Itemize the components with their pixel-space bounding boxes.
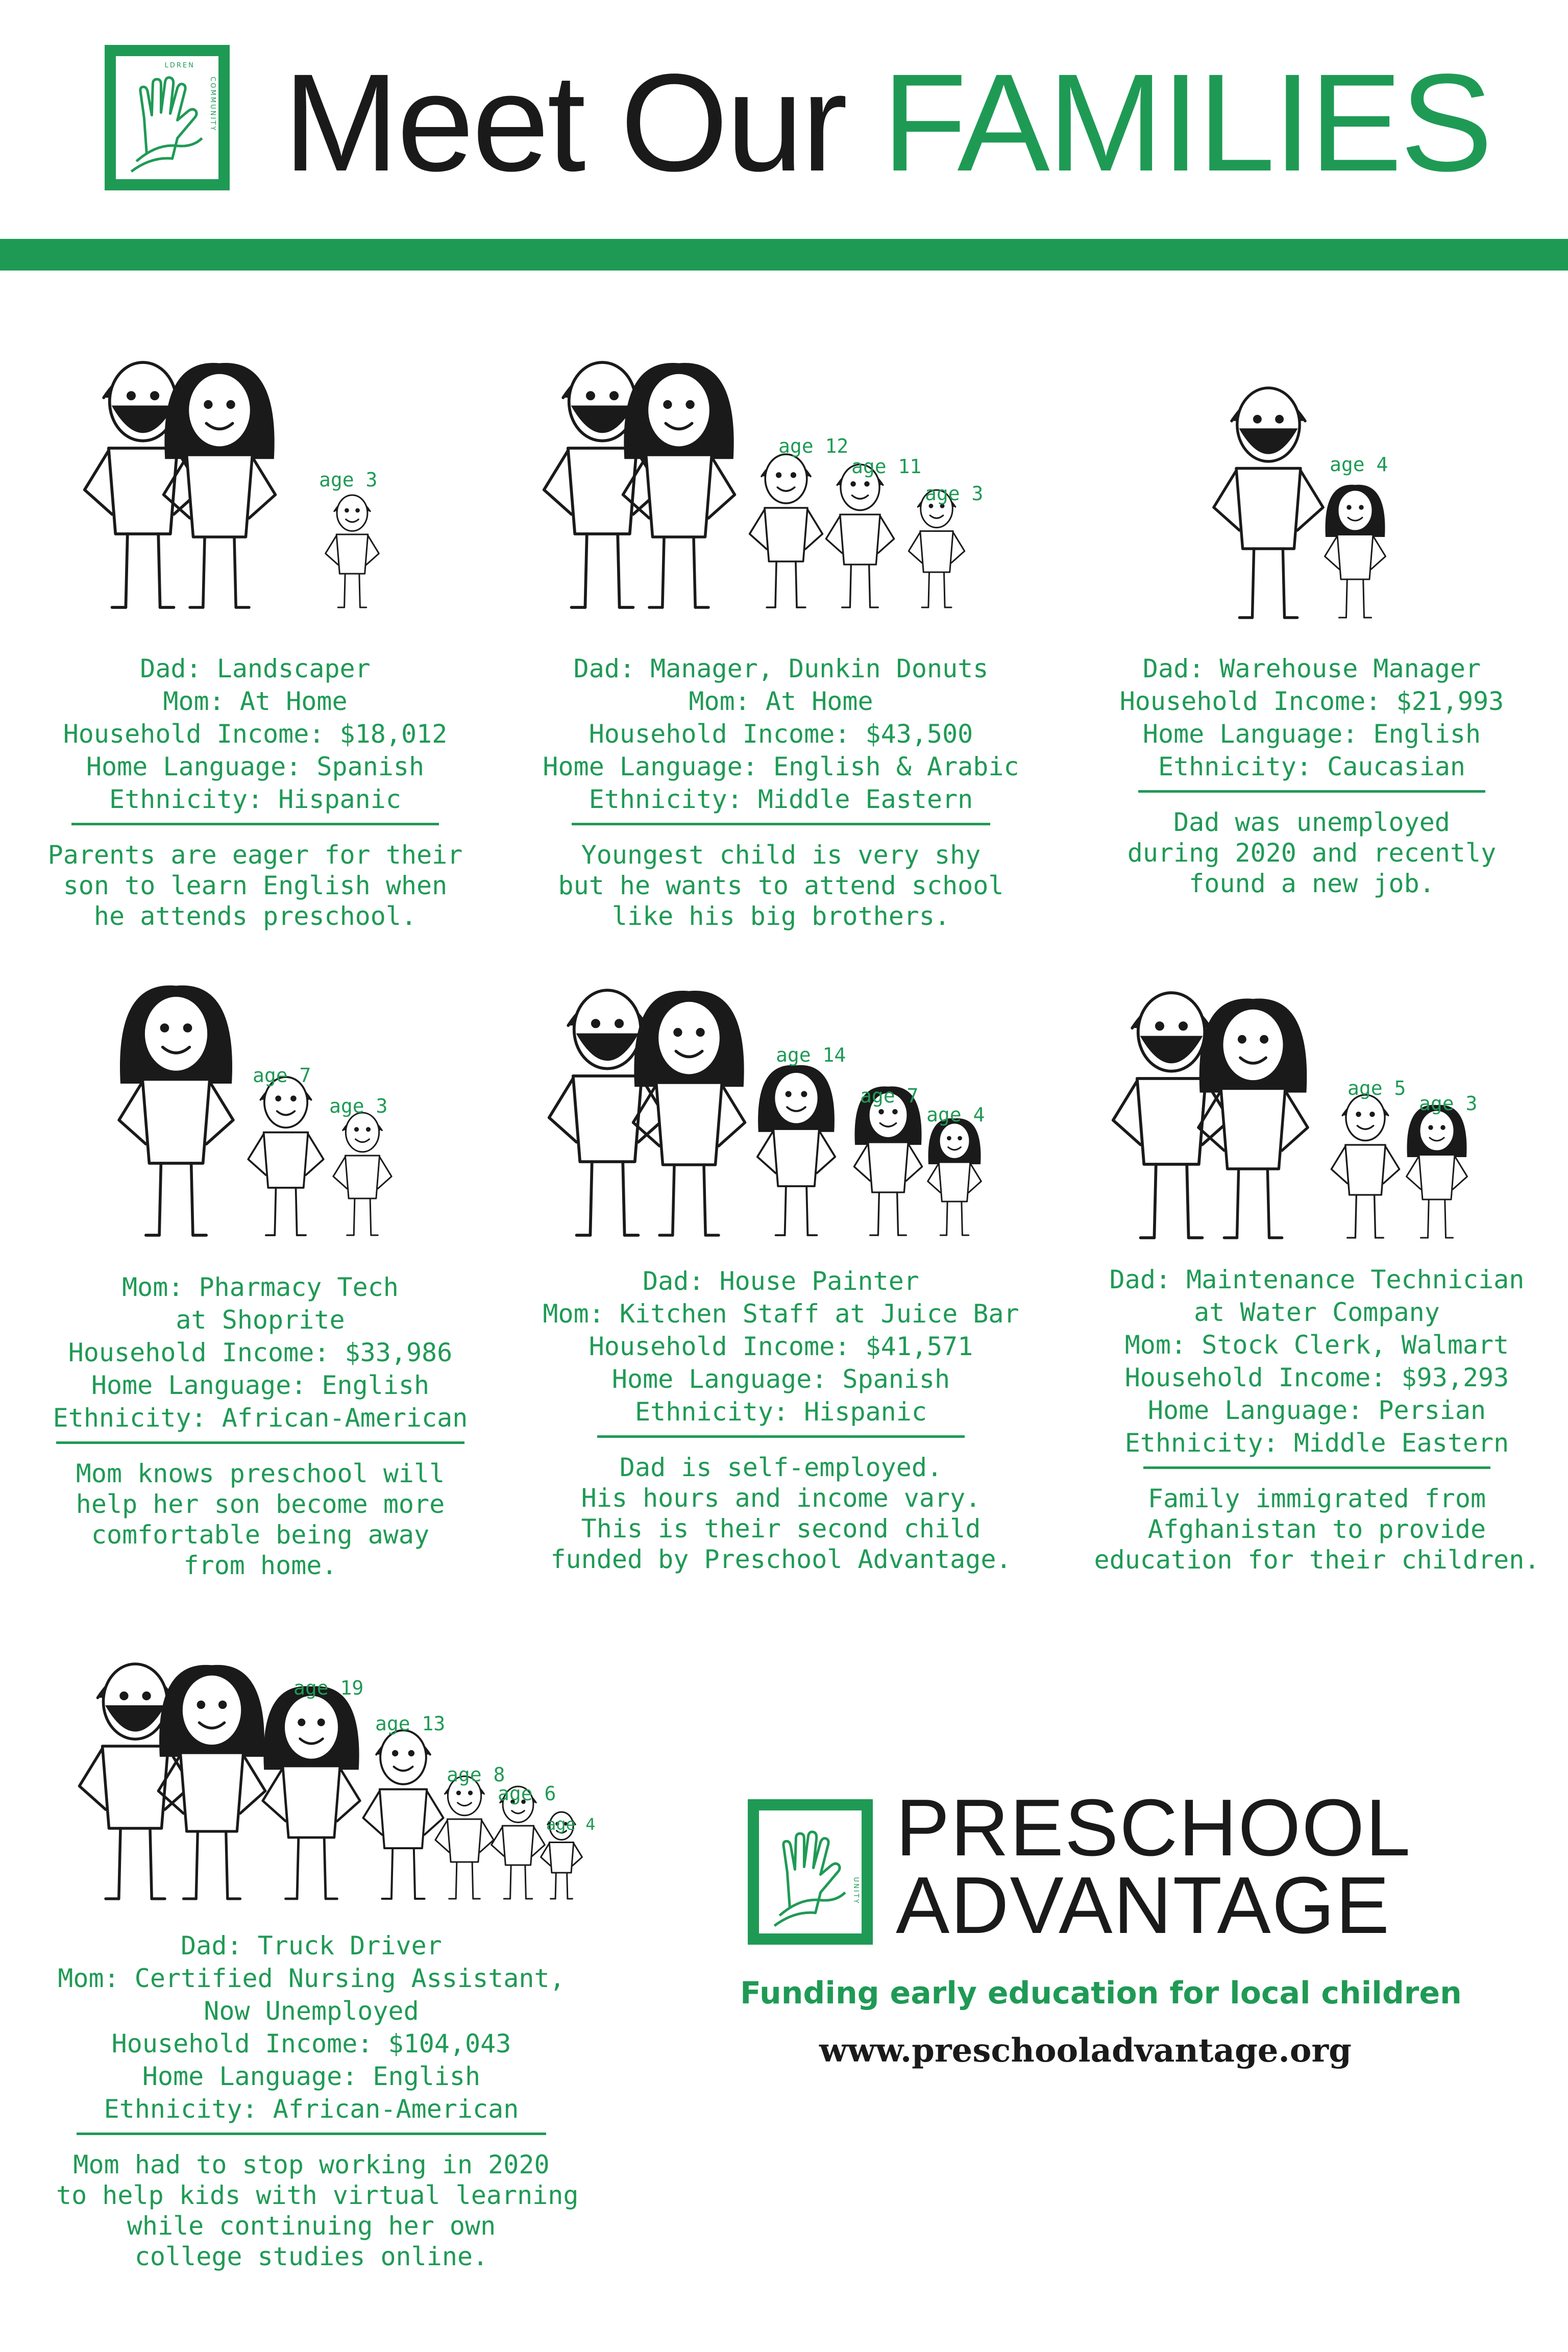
girl-figure-icon <box>928 1118 982 1235</box>
family-details <box>526 1265 1036 1575</box>
detail-line: Dad: Manager, Dunkin Donuts <box>573 654 989 683</box>
family-illustration <box>1136 988 1503 1255</box>
family-note <box>1087 1483 1547 1575</box>
child-age-label: age 7 <box>860 1085 919 1107</box>
detail-line: Home Language: Spanish <box>86 752 425 781</box>
note-line: comfortable being away <box>91 1520 430 1550</box>
detail-line: Dad: House Painter <box>643 1266 919 1296</box>
detail-line: Home Language: English <box>91 1370 430 1400</box>
family-illustration <box>107 352 393 630</box>
child-age-label: age 4 <box>1330 453 1388 476</box>
detail-line: Home Language: Persian <box>1147 1395 1486 1425</box>
note-line: Dad was unemployed <box>1173 807 1450 837</box>
detail-line: at Water Company <box>1194 1297 1440 1327</box>
boy-figure-icon <box>909 490 964 607</box>
boy-figure-icon <box>363 1730 443 1899</box>
detail-line: Ethnicity: African-American <box>53 1403 468 1433</box>
boy-figure-icon <box>248 1077 324 1235</box>
svg-text:LDREN: LDREN <box>164 62 195 70</box>
detail-line: Mom: At Home <box>163 687 348 716</box>
mom-figure-icon <box>164 363 276 607</box>
divider-line <box>1143 1466 1490 1469</box>
dad-figure-icon <box>1214 388 1323 618</box>
website-link[interactable]: www.preschooladvantage.org <box>819 2031 1352 2070</box>
note-line: help her son become more <box>76 1489 445 1519</box>
brand-name <box>896 1783 1412 1950</box>
child-age-label: age 3 <box>1419 1092 1478 1115</box>
child-age-label: age 4 <box>926 1104 985 1126</box>
note-line: during 2020 and recently <box>1127 838 1497 868</box>
detail-line: Household Income: $104,043 <box>111 2029 511 2059</box>
note-line: but he wants to attend school <box>558 871 1004 900</box>
family-details <box>46 652 464 932</box>
detail-line: Dad: Maintenance Technician <box>1109 1265 1525 1294</box>
boy-figure-icon <box>1331 1095 1399 1238</box>
note-line: he attends preschool. <box>93 901 417 931</box>
detail-line: Mom: Certified Nursing Assistant, <box>58 1964 565 1993</box>
mom-figure-icon <box>623 363 735 607</box>
svg-text:COMMUNITY: COMMUNITY <box>208 77 216 132</box>
note-line: Parents are eager for their <box>47 840 463 870</box>
title-meet-our: Meet Our <box>283 45 883 200</box>
stick-family-icon <box>110 995 396 1261</box>
children-community-logo <box>105 45 230 190</box>
child-age-label: age 3 <box>329 1095 388 1117</box>
detail-line: Ethnicity: African-American <box>104 2094 519 2124</box>
detail-line: Home Language: English <box>142 2062 481 2091</box>
note-line: found a new job. <box>1189 869 1435 898</box>
detail-line: Household Income: $41,571 <box>589 1332 973 1361</box>
note-line: Youngest child is very shy <box>581 840 981 870</box>
detail-line: Mom: At Home <box>689 687 873 716</box>
detail-line: Ethnicity: Middle Eastern <box>1124 1428 1509 1458</box>
detail-line: Home Language: English <box>1142 719 1481 749</box>
svg-text:UNITY: UNITY <box>851 1877 860 1905</box>
detail-line: Household Income: $93,293 <box>1124 1363 1509 1392</box>
preschool-advantage-logo <box>748 1799 873 1945</box>
child-age-label: age 11 <box>851 455 922 478</box>
divider-line <box>56 1441 464 1444</box>
page-title <box>283 46 1491 199</box>
child-age-label: age 4 <box>546 1815 596 1834</box>
family-details <box>1087 1263 1547 1575</box>
child-age-label: age 12 <box>778 435 849 457</box>
detail-line: Ethnicity: Middle Eastern <box>589 785 973 814</box>
mom-figure-icon <box>158 1665 265 1899</box>
detail-line: Household Income: $43,500 <box>589 719 973 749</box>
note-line: son to learn English when <box>63 871 448 900</box>
note-line: This is their second child <box>581 1514 981 1544</box>
detail-line: at Shoprite <box>176 1305 345 1335</box>
girl-figure-icon <box>854 1086 922 1235</box>
child-age-label: age 13 <box>375 1712 446 1735</box>
hands-icon <box>759 1810 862 1933</box>
brand-name-line1: PRESCHOOL <box>896 1783 1412 1873</box>
note-line: His hours and income vary. <box>581 1483 981 1513</box>
detail-line: Dad: Landscaper <box>140 654 371 683</box>
detail-line: Dad: Truck Driver <box>181 1931 442 1961</box>
hands-icon <box>116 56 218 179</box>
mom-figure-icon <box>1198 998 1308 1238</box>
girl-figure-icon <box>263 1686 360 1899</box>
child-age-label: age 6 <box>498 1782 556 1805</box>
note-line: Mom knows preschool will <box>76 1459 445 1488</box>
detail-line: Dad: Warehouse Manager <box>1142 654 1481 683</box>
stick-family-icon <box>1217 373 1432 628</box>
girl-figure-icon <box>1325 485 1386 618</box>
family-note <box>41 1458 480 1581</box>
family-details <box>1087 652 1536 899</box>
detail-line: Household Income: $33,986 <box>68 1338 453 1367</box>
boy-figure-icon <box>326 495 379 607</box>
divider-line <box>1138 790 1485 793</box>
detail-line: Ethnicity: Hispanic <box>109 785 401 814</box>
note-line: while continuing her own <box>127 2211 496 2241</box>
detail-line: Ethnicity: Caucasian <box>1158 752 1466 781</box>
note-line: like his big brothers. <box>611 901 950 931</box>
mom-figure-icon <box>119 986 233 1235</box>
note-line: education for their children. <box>1094 1545 1540 1575</box>
family-details <box>41 1271 480 1581</box>
family-note <box>526 1452 1036 1575</box>
boy-figure-icon <box>826 464 894 607</box>
note-line: Dad is self-employed. <box>619 1453 943 1482</box>
title-families: FAMILIES <box>882 45 1491 200</box>
child-age-label: age 19 <box>293 1677 364 1699</box>
family-note <box>531 840 1031 932</box>
note-line: Mom had to stop working in 2020 <box>73 2150 550 2179</box>
detail-line: Now Unemployed <box>204 1996 419 2026</box>
note-line: college studies online. <box>134 2242 488 2271</box>
note-line: Family immigrated from <box>1147 1484 1486 1513</box>
detail-line: Ethnicity: Hispanic <box>635 1397 927 1427</box>
stick-family-icon <box>1136 988 1503 1253</box>
note-line: from home. <box>183 1551 337 1580</box>
girl-figure-icon <box>757 1065 835 1235</box>
brand-tagline: Funding early education for local children <box>740 1975 1462 2011</box>
child-age-label: age 5 <box>1348 1077 1406 1099</box>
divider-line <box>572 823 990 825</box>
detail-line: Mom: Kitchen Staff at Juice Bar <box>543 1299 1019 1329</box>
note-line: funded by Preschool Advantage. <box>550 1545 1012 1574</box>
family-note <box>56 2149 579 2272</box>
family-details <box>531 652 1031 932</box>
child-age-label: age 14 <box>776 1044 846 1066</box>
family-illustration <box>110 995 396 1263</box>
family-note <box>1087 807 1536 899</box>
mom-figure-icon <box>633 991 745 1235</box>
detail-line: Home Language: English & Arabic <box>543 752 1019 781</box>
brand-name-line2: ADVANTAGE <box>896 1860 1391 1950</box>
child-age-label: age 3 <box>319 469 378 491</box>
divider-line <box>71 823 439 825</box>
header-divider-bar <box>0 239 1568 271</box>
detail-line: Household Income: $21,993 <box>1119 687 1504 716</box>
girl-figure-icon <box>1407 1105 1467 1238</box>
note-line: Afghanistan to provide <box>1147 1514 1486 1544</box>
note-line: to help kids with virtual learning <box>56 2180 579 2210</box>
family-note <box>46 840 464 932</box>
boy-figure-icon <box>435 1776 494 1899</box>
family-illustration <box>1217 373 1432 630</box>
child-age-label: age 8 <box>447 1763 505 1786</box>
detail-line: Home Language: Spanish <box>611 1364 950 1394</box>
detail-line: Household Income: $18,012 <box>63 719 448 749</box>
boy-figure-icon <box>333 1113 391 1235</box>
detail-line: Mom: Stock Clerk, Walmart <box>1124 1330 1509 1360</box>
child-age-label: age 7 <box>253 1064 311 1087</box>
child-age-label: age 3 <box>925 482 984 505</box>
divider-line <box>77 2133 546 2135</box>
detail-line: Mom: Pharmacy Tech <box>122 1272 399 1302</box>
boy-figure-icon <box>750 454 823 607</box>
divider-line <box>597 1435 965 1438</box>
family-details <box>56 1929 579 2272</box>
